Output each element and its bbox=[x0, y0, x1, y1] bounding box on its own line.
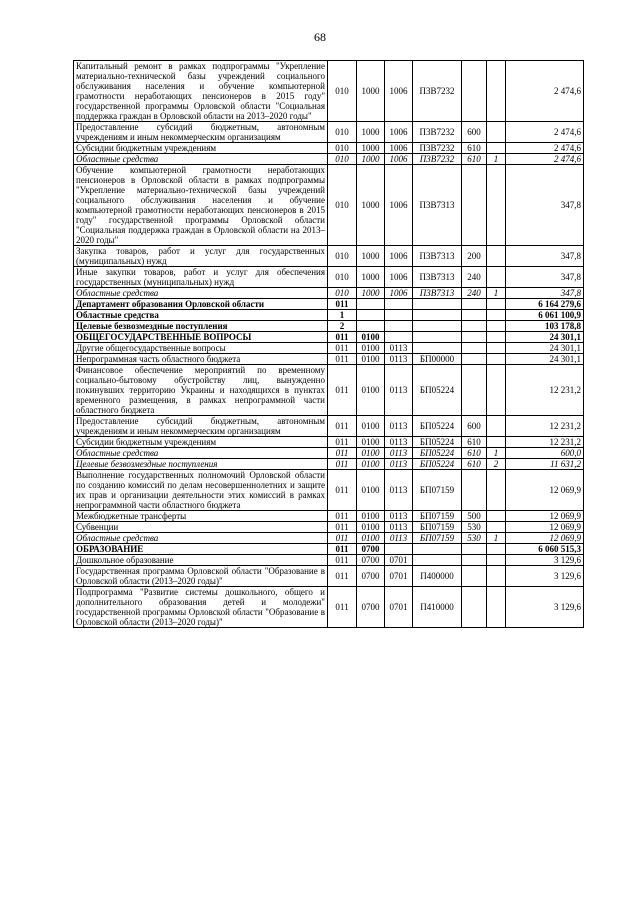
table-row bbox=[74, 533, 584, 544]
expense-type: 240 bbox=[462, 288, 487, 299]
subsection-code: 1006 bbox=[385, 143, 413, 154]
table-row bbox=[74, 343, 584, 354]
subsection-code bbox=[385, 544, 413, 555]
expense-type bbox=[462, 61, 487, 122]
amount: 2 474,6 bbox=[506, 61, 584, 122]
amount: 12 069,9 bbox=[506, 522, 584, 533]
target-article bbox=[413, 310, 462, 321]
funding-source bbox=[487, 332, 506, 343]
row-name: Финансовое обеспечение мероприятий по временному социально-бытовому обустройству лиц, вынужденно покинувших территорию Украины и находящихся в пунктах временного размещения, в рамках непрограммной части областного бюджета bbox=[74, 365, 328, 416]
expense-type: 500 bbox=[462, 511, 487, 522]
admin-code: 011 bbox=[328, 522, 357, 533]
amount: 2 474,6 bbox=[506, 122, 584, 143]
section-code: 0100 bbox=[357, 522, 385, 533]
funding-source: 1 bbox=[487, 154, 506, 165]
subsection-code: 0113 bbox=[385, 343, 413, 354]
amount: 600,0 bbox=[506, 448, 584, 459]
row-name: Целевые безвозмездные поступления bbox=[74, 321, 328, 332]
row-name: Субвенции bbox=[74, 522, 328, 533]
admin-code: 011 bbox=[328, 555, 357, 566]
section-code: 0100 bbox=[357, 332, 385, 343]
section-code bbox=[357, 299, 385, 310]
subsection-code: 0701 bbox=[385, 587, 413, 628]
row-name: Областные средства bbox=[74, 533, 328, 544]
amount: 2 474,6 bbox=[506, 143, 584, 154]
amount: 3 129,6 bbox=[506, 587, 584, 628]
table-row bbox=[74, 587, 584, 628]
row-name: Областные средства bbox=[74, 310, 328, 321]
amount: 12 231,2 bbox=[506, 365, 584, 416]
admin-code: 010 bbox=[328, 288, 357, 299]
admin-code: 011 bbox=[328, 448, 357, 459]
subsection-code: 0113 bbox=[385, 437, 413, 448]
admin-code: 011 bbox=[328, 566, 357, 587]
funding-source bbox=[487, 61, 506, 122]
funding-source bbox=[487, 555, 506, 566]
expense-type bbox=[462, 321, 487, 332]
admin-code: 011 bbox=[328, 459, 357, 470]
subsection-code bbox=[385, 321, 413, 332]
section-code: 1000 bbox=[357, 288, 385, 299]
amount: 12 231,2 bbox=[506, 416, 584, 437]
budget-table bbox=[73, 60, 584, 628]
table-row bbox=[74, 544, 584, 555]
expense-type: 610 bbox=[462, 143, 487, 154]
admin-code: 011 bbox=[328, 332, 357, 343]
funding-source bbox=[487, 143, 506, 154]
amount: 347,8 bbox=[506, 267, 584, 288]
table-row bbox=[74, 354, 584, 365]
row-name: Областные средства bbox=[74, 288, 328, 299]
table-row bbox=[74, 332, 584, 343]
funding-source bbox=[487, 522, 506, 533]
section-code bbox=[357, 321, 385, 332]
section-code: 1000 bbox=[357, 246, 385, 267]
funding-source bbox=[487, 437, 506, 448]
subsection-code: 0113 bbox=[385, 522, 413, 533]
table-row bbox=[74, 154, 584, 165]
funding-source bbox=[487, 544, 506, 555]
funding-source bbox=[487, 165, 506, 246]
row-name: Дошкольное образование bbox=[74, 555, 328, 566]
section-code: 0100 bbox=[357, 354, 385, 365]
target-article: БП00000 bbox=[413, 354, 462, 365]
row-name: Обучение компьютерной грамотности неработающих пенсионеров в Орловской области в рамках подпрограммы "Укрепление материально-технической базы учреждений социального обслуживания населения и обучение компьютерной грамотности неработающих пенсионеров в 2015 году" государственной программы Орловской области "Социальная поддержка граждан в Орловской области на 2013–2020 годы" bbox=[74, 165, 328, 246]
expense-type bbox=[462, 343, 487, 354]
table-row bbox=[74, 459, 584, 470]
admin-code: 010 bbox=[328, 143, 357, 154]
target-article: БП05224 bbox=[413, 448, 462, 459]
section-code: 1000 bbox=[357, 122, 385, 143]
subsection-code: 1006 bbox=[385, 122, 413, 143]
target-article: П3В7232 bbox=[413, 143, 462, 154]
row-name: Предоставление субсидий бюджетным, автономным учреждениям и иным некоммерческим организациям bbox=[74, 122, 328, 143]
expense-type bbox=[462, 544, 487, 555]
subsection-code: 0113 bbox=[385, 459, 413, 470]
expense-type bbox=[462, 332, 487, 343]
row-name: Областные средства bbox=[74, 154, 328, 165]
section-code: 0100 bbox=[357, 437, 385, 448]
target-article: БП05224 bbox=[413, 437, 462, 448]
funding-source: 1 bbox=[487, 288, 506, 299]
subsection-code: 1006 bbox=[385, 165, 413, 246]
row-name: Субсидии бюджетным учреждениям bbox=[74, 143, 328, 154]
target-article: П3В7313 bbox=[413, 267, 462, 288]
expense-type bbox=[462, 354, 487, 365]
amount: 24 301,1 bbox=[506, 343, 584, 354]
table-row bbox=[74, 61, 584, 122]
row-name: Закупка товаров, работ и услуг для государственных (муниципальных) нужд bbox=[74, 246, 328, 267]
admin-code: 010 bbox=[328, 165, 357, 246]
target-article bbox=[413, 332, 462, 343]
table-row bbox=[74, 522, 584, 533]
expense-type: 530 bbox=[462, 522, 487, 533]
funding-source bbox=[487, 416, 506, 437]
funding-source bbox=[487, 470, 506, 511]
target-article: БП07159 bbox=[413, 522, 462, 533]
funding-source bbox=[487, 299, 506, 310]
subsection-code: 0113 bbox=[385, 365, 413, 416]
expense-type bbox=[462, 299, 487, 310]
subsection-code: 0113 bbox=[385, 416, 413, 437]
funding-source bbox=[487, 267, 506, 288]
section-code: 1000 bbox=[357, 165, 385, 246]
table-row bbox=[74, 365, 584, 416]
target-article: П3В7313 bbox=[413, 246, 462, 267]
row-name: Целевые безвозмездные поступления bbox=[74, 459, 328, 470]
table-row bbox=[74, 511, 584, 522]
expense-type: 610 bbox=[462, 437, 487, 448]
row-name: ОБРАЗОВАНИЕ bbox=[74, 544, 328, 555]
target-article: БП07159 bbox=[413, 470, 462, 511]
row-name: Департамент образования Орловской области bbox=[74, 299, 328, 310]
table-row bbox=[74, 267, 584, 288]
target-article: БП07159 bbox=[413, 511, 462, 522]
admin-code: 011 bbox=[328, 511, 357, 522]
table-row bbox=[74, 470, 584, 511]
expense-type: 200 bbox=[462, 246, 487, 267]
subsection-code: 0701 bbox=[385, 566, 413, 587]
table-row bbox=[74, 566, 584, 587]
section-code: 0100 bbox=[357, 365, 385, 416]
funding-source bbox=[487, 246, 506, 267]
target-article: П3В7232 bbox=[413, 122, 462, 143]
table-row bbox=[74, 321, 584, 332]
funding-source: 1 bbox=[487, 533, 506, 544]
section-code: 0700 bbox=[357, 555, 385, 566]
admin-code: 1 bbox=[328, 310, 357, 321]
row-name: Капитальный ремонт в рамках подпрограммы "Укрепление материально-технической базы учреждений социального обслуживания населения и обучение компьютерной грамотности неработающих пенсионеров в 2015 году" государственной программы Орловской области "Социальная поддержка граждан в Орловской области на 2013–2020 годы" bbox=[74, 61, 328, 122]
expense-type bbox=[462, 555, 487, 566]
subsection-code: 1006 bbox=[385, 61, 413, 122]
subsection-code: 0113 bbox=[385, 533, 413, 544]
amount: 3 129,6 bbox=[506, 555, 584, 566]
amount: 12 069,9 bbox=[506, 533, 584, 544]
section-code: 0100 bbox=[357, 459, 385, 470]
expense-type: 530 bbox=[462, 533, 487, 544]
table-row bbox=[74, 122, 584, 143]
funding-source bbox=[487, 587, 506, 628]
row-name: Непрограммная часть областного бюджета bbox=[74, 354, 328, 365]
admin-code: 010 bbox=[328, 267, 357, 288]
amount: 11 631,2 bbox=[506, 459, 584, 470]
funding-source bbox=[487, 343, 506, 354]
admin-code: 010 bbox=[328, 154, 357, 165]
table-row bbox=[74, 310, 584, 321]
subsection-code bbox=[385, 299, 413, 310]
target-article: П400000 bbox=[413, 566, 462, 587]
amount: 347,8 bbox=[506, 246, 584, 267]
admin-code: 011 bbox=[328, 299, 357, 310]
funding-source bbox=[487, 321, 506, 332]
expense-type bbox=[462, 165, 487, 246]
amount: 347,8 bbox=[506, 165, 584, 246]
table-row bbox=[74, 437, 584, 448]
admin-code: 011 bbox=[328, 343, 357, 354]
expense-type bbox=[462, 587, 487, 628]
table-row bbox=[74, 143, 584, 154]
row-name: Областные средства bbox=[74, 448, 328, 459]
admin-code: 010 bbox=[328, 61, 357, 122]
expense-type: 600 bbox=[462, 122, 487, 143]
target-article: П3В7313 bbox=[413, 288, 462, 299]
admin-code: 010 bbox=[328, 122, 357, 143]
table-row bbox=[74, 246, 584, 267]
target-article: П3В7232 bbox=[413, 61, 462, 122]
admin-code: 010 bbox=[328, 246, 357, 267]
table-row bbox=[74, 288, 584, 299]
row-name: Подпрограмма "Развитие системы дошкольного, общего и дополнительного образования детей и молодежи" государственной программы Орловской области "Образование в Орловской области (2013–2020 годы)" bbox=[74, 587, 328, 628]
admin-code: 011 bbox=[328, 365, 357, 416]
funding-source bbox=[487, 122, 506, 143]
admin-code: 011 bbox=[328, 470, 357, 511]
amount: 12 069,9 bbox=[506, 511, 584, 522]
target-article bbox=[413, 343, 462, 354]
subsection-code: 0113 bbox=[385, 511, 413, 522]
subsection-code: 0113 bbox=[385, 354, 413, 365]
funding-source bbox=[487, 566, 506, 587]
row-name: Субсидии бюджетным учреждениям bbox=[74, 437, 328, 448]
row-name: Государственная программа Орловской области "Образование в Орловской области (2013–2020 годы)" bbox=[74, 566, 328, 587]
expense-type: 240 bbox=[462, 267, 487, 288]
section-code: 0100 bbox=[357, 511, 385, 522]
subsection-code: 1006 bbox=[385, 154, 413, 165]
section-code: 1000 bbox=[357, 143, 385, 154]
row-name: Выполнение государственных полномочий Орловской области по созданию комиссий по делам несовершеннолетних и защите их прав и организации деятельности этих комиссий в рамках непрограммной части областного бюджета bbox=[74, 470, 328, 511]
amount: 347,8 bbox=[506, 288, 584, 299]
target-article: П410000 bbox=[413, 587, 462, 628]
table-row bbox=[74, 165, 584, 246]
amount: 6 061 100,9 bbox=[506, 310, 584, 321]
expense-type bbox=[462, 365, 487, 416]
row-name: ОБЩЕГОСУДАРСТВЕННЫЕ ВОПРОСЫ bbox=[74, 332, 328, 343]
admin-code: 011 bbox=[328, 544, 357, 555]
expense-type: 610 bbox=[462, 154, 487, 165]
section-code: 0100 bbox=[357, 448, 385, 459]
admin-code: 2 bbox=[328, 321, 357, 332]
row-name: Предоставление субсидий бюджетным, автономным учреждениям и иным некоммерческим организациям bbox=[74, 416, 328, 437]
funding-source: 2 bbox=[487, 459, 506, 470]
row-name: Межбюджетные трансферты bbox=[74, 511, 328, 522]
section-code: 0100 bbox=[357, 416, 385, 437]
target-article bbox=[413, 321, 462, 332]
funding-source bbox=[487, 511, 506, 522]
table-row bbox=[74, 448, 584, 459]
subsection-code bbox=[385, 332, 413, 343]
section-code: 1000 bbox=[357, 267, 385, 288]
admin-code: 011 bbox=[328, 587, 357, 628]
amount: 2 474,6 bbox=[506, 154, 584, 165]
section-code: 0700 bbox=[357, 587, 385, 628]
subsection-code: 0113 bbox=[385, 470, 413, 511]
target-article: БП07159 bbox=[413, 533, 462, 544]
expense-type: 610 bbox=[462, 459, 487, 470]
expense-type: 610 bbox=[462, 448, 487, 459]
funding-source bbox=[487, 354, 506, 365]
funding-source: 1 bbox=[487, 448, 506, 459]
admin-code: 011 bbox=[328, 533, 357, 544]
admin-code: 011 bbox=[328, 416, 357, 437]
subsection-code: 1006 bbox=[385, 246, 413, 267]
subsection-code: 1006 bbox=[385, 288, 413, 299]
section-code: 1000 bbox=[357, 61, 385, 122]
table-row bbox=[74, 555, 584, 566]
amount: 12 231,2 bbox=[506, 437, 584, 448]
subsection-code: 0701 bbox=[385, 555, 413, 566]
target-article: БП05224 bbox=[413, 416, 462, 437]
table-row bbox=[74, 416, 584, 437]
section-code: 0100 bbox=[357, 470, 385, 511]
target-article bbox=[413, 299, 462, 310]
expense-type bbox=[462, 470, 487, 511]
amount: 6 060 515,3 bbox=[506, 544, 584, 555]
subsection-code: 0113 bbox=[385, 448, 413, 459]
admin-code: 011 bbox=[328, 354, 357, 365]
subsection-code: 1006 bbox=[385, 267, 413, 288]
section-code: 0100 bbox=[357, 533, 385, 544]
amount: 103 178,8 bbox=[506, 321, 584, 332]
funding-source bbox=[487, 310, 506, 321]
target-article bbox=[413, 555, 462, 566]
target-article bbox=[413, 544, 462, 555]
expense-type bbox=[462, 566, 487, 587]
target-article: БП05224 bbox=[413, 365, 462, 416]
target-article: П3В7313 bbox=[413, 165, 462, 246]
section-code: 1000 bbox=[357, 154, 385, 165]
section-code: 0700 bbox=[357, 544, 385, 555]
row-name: Иные закупки товаров, работ и услуг для обеспечения государственных (муниципальных) нужд bbox=[74, 267, 328, 288]
expense-type: 600 bbox=[462, 416, 487, 437]
row-name: Другие общегосударственные вопросы bbox=[74, 343, 328, 354]
target-article: П3В7232 bbox=[413, 154, 462, 165]
target-article: БП05224 bbox=[413, 459, 462, 470]
amount: 12 069,9 bbox=[506, 470, 584, 511]
amount: 24 301,1 bbox=[506, 354, 584, 365]
amount: 24 301,1 bbox=[506, 332, 584, 343]
page-number: 68 bbox=[314, 30, 326, 44]
funding-source bbox=[487, 365, 506, 416]
section-code bbox=[357, 310, 385, 321]
subsection-code bbox=[385, 310, 413, 321]
section-code: 0700 bbox=[357, 566, 385, 587]
section-code: 0100 bbox=[357, 343, 385, 354]
expense-type bbox=[462, 310, 487, 321]
amount: 6 164 279,6 bbox=[506, 299, 584, 310]
table-row bbox=[74, 299, 584, 310]
amount: 3 129,6 bbox=[506, 566, 584, 587]
admin-code: 011 bbox=[328, 437, 357, 448]
